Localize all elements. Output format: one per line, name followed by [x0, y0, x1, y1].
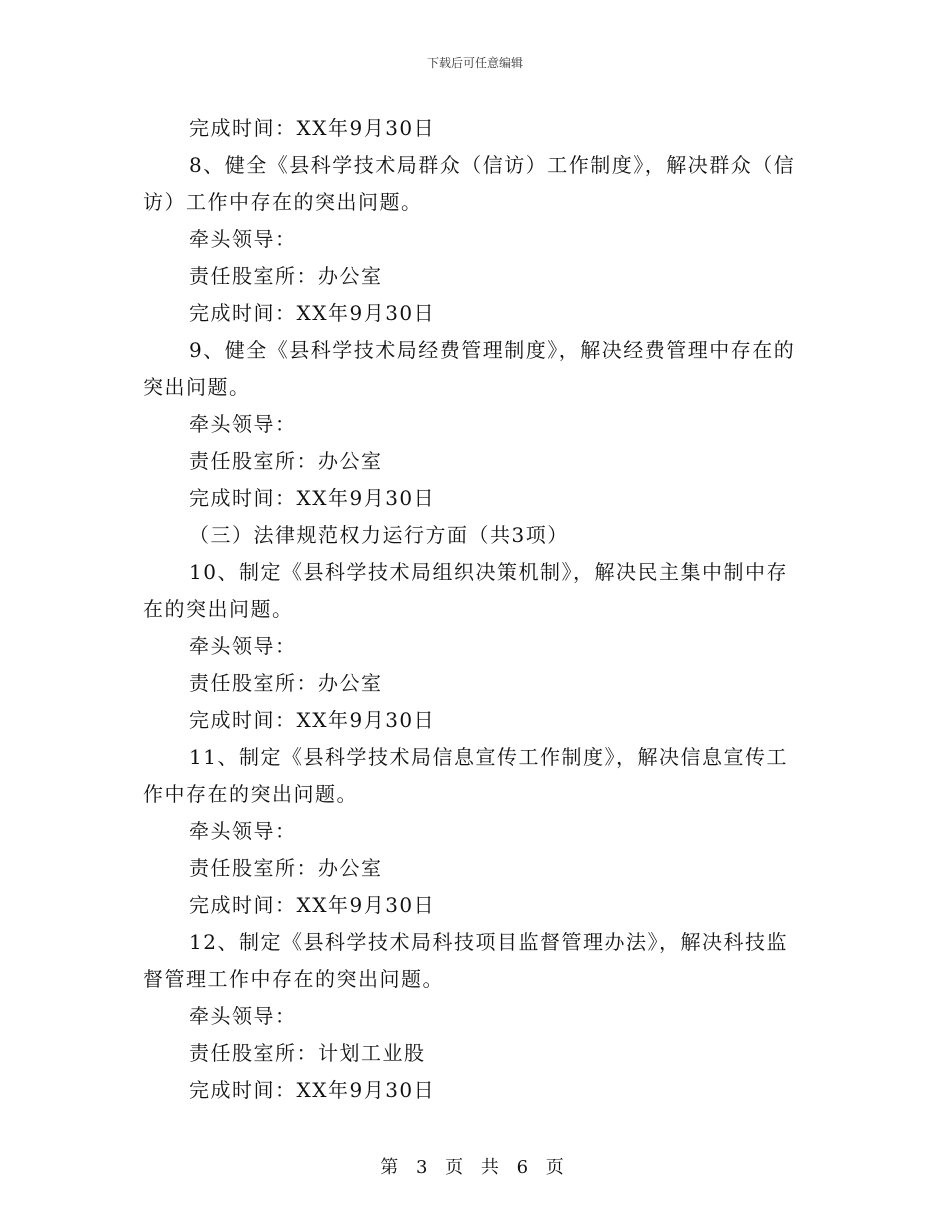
text-line: 牵头领导：: [189, 412, 297, 436]
text-line: 完成时间：XX年9月30日: [189, 116, 436, 140]
text-line: 责任股室所：办公室: [189, 671, 383, 695]
text-line: 完成时间：XX年9月30日: [189, 708, 436, 732]
text-line: 作中存在的突出问题。: [143, 782, 358, 806]
text-line: （三）法律规范权力运行方面（共3项）: [189, 523, 569, 547]
text-line: 10、制定《县科学技术局组织决策机制》，解决民主集中制中存: [189, 560, 788, 584]
document-body: [143, 110, 808, 1109]
text-line: 11、制定《县科学技术局信息宣传工作制度》，解决信息宣传工: [189, 745, 788, 769]
text-line: 完成时间：XX年9月30日: [189, 486, 436, 510]
text-line: 完成时间：XX年9月30日: [189, 893, 436, 917]
text-line: 完成时间：XX年9月30日: [189, 301, 436, 325]
text-line: 责任股室所：办公室: [189, 449, 383, 473]
text-line: 突出问题。: [143, 375, 251, 399]
text-line: 责任股室所：办公室: [189, 264, 383, 288]
text-line: 完成时间：XX年9月30日: [189, 1078, 436, 1102]
text-line: 在的突出问题。: [143, 597, 294, 621]
page-footer-number: 第 3 页 共 6 页: [380, 1157, 570, 1178]
text-line: 牵头领导：: [189, 819, 297, 843]
text-line: 12、制定《县科学技术局科技项目监督管理办法》，解决科技监: [189, 930, 788, 954]
text-line: 牵头领导：: [189, 634, 297, 658]
text-line: 访）工作中存在的突出问题。: [143, 190, 423, 214]
text-line: 牵头领导：: [189, 1004, 297, 1028]
text-line: 责任股室所：计划工业股: [189, 1041, 426, 1065]
text-line: 责任股室所：办公室: [189, 856, 383, 880]
text-line: 9、健全《县科学技术局经费管理制度》，解决经费管理中存在的: [189, 338, 796, 362]
text-line: 牵头领导：: [189, 227, 297, 251]
text-line: 督管理工作中存在的突出问题。: [143, 967, 444, 991]
text-line: 8、健全《县科学技术局群众（信访）工作制度》，解决群众（信: [189, 153, 796, 177]
page-header-note: 下载后可任意编辑: [426, 56, 523, 70]
